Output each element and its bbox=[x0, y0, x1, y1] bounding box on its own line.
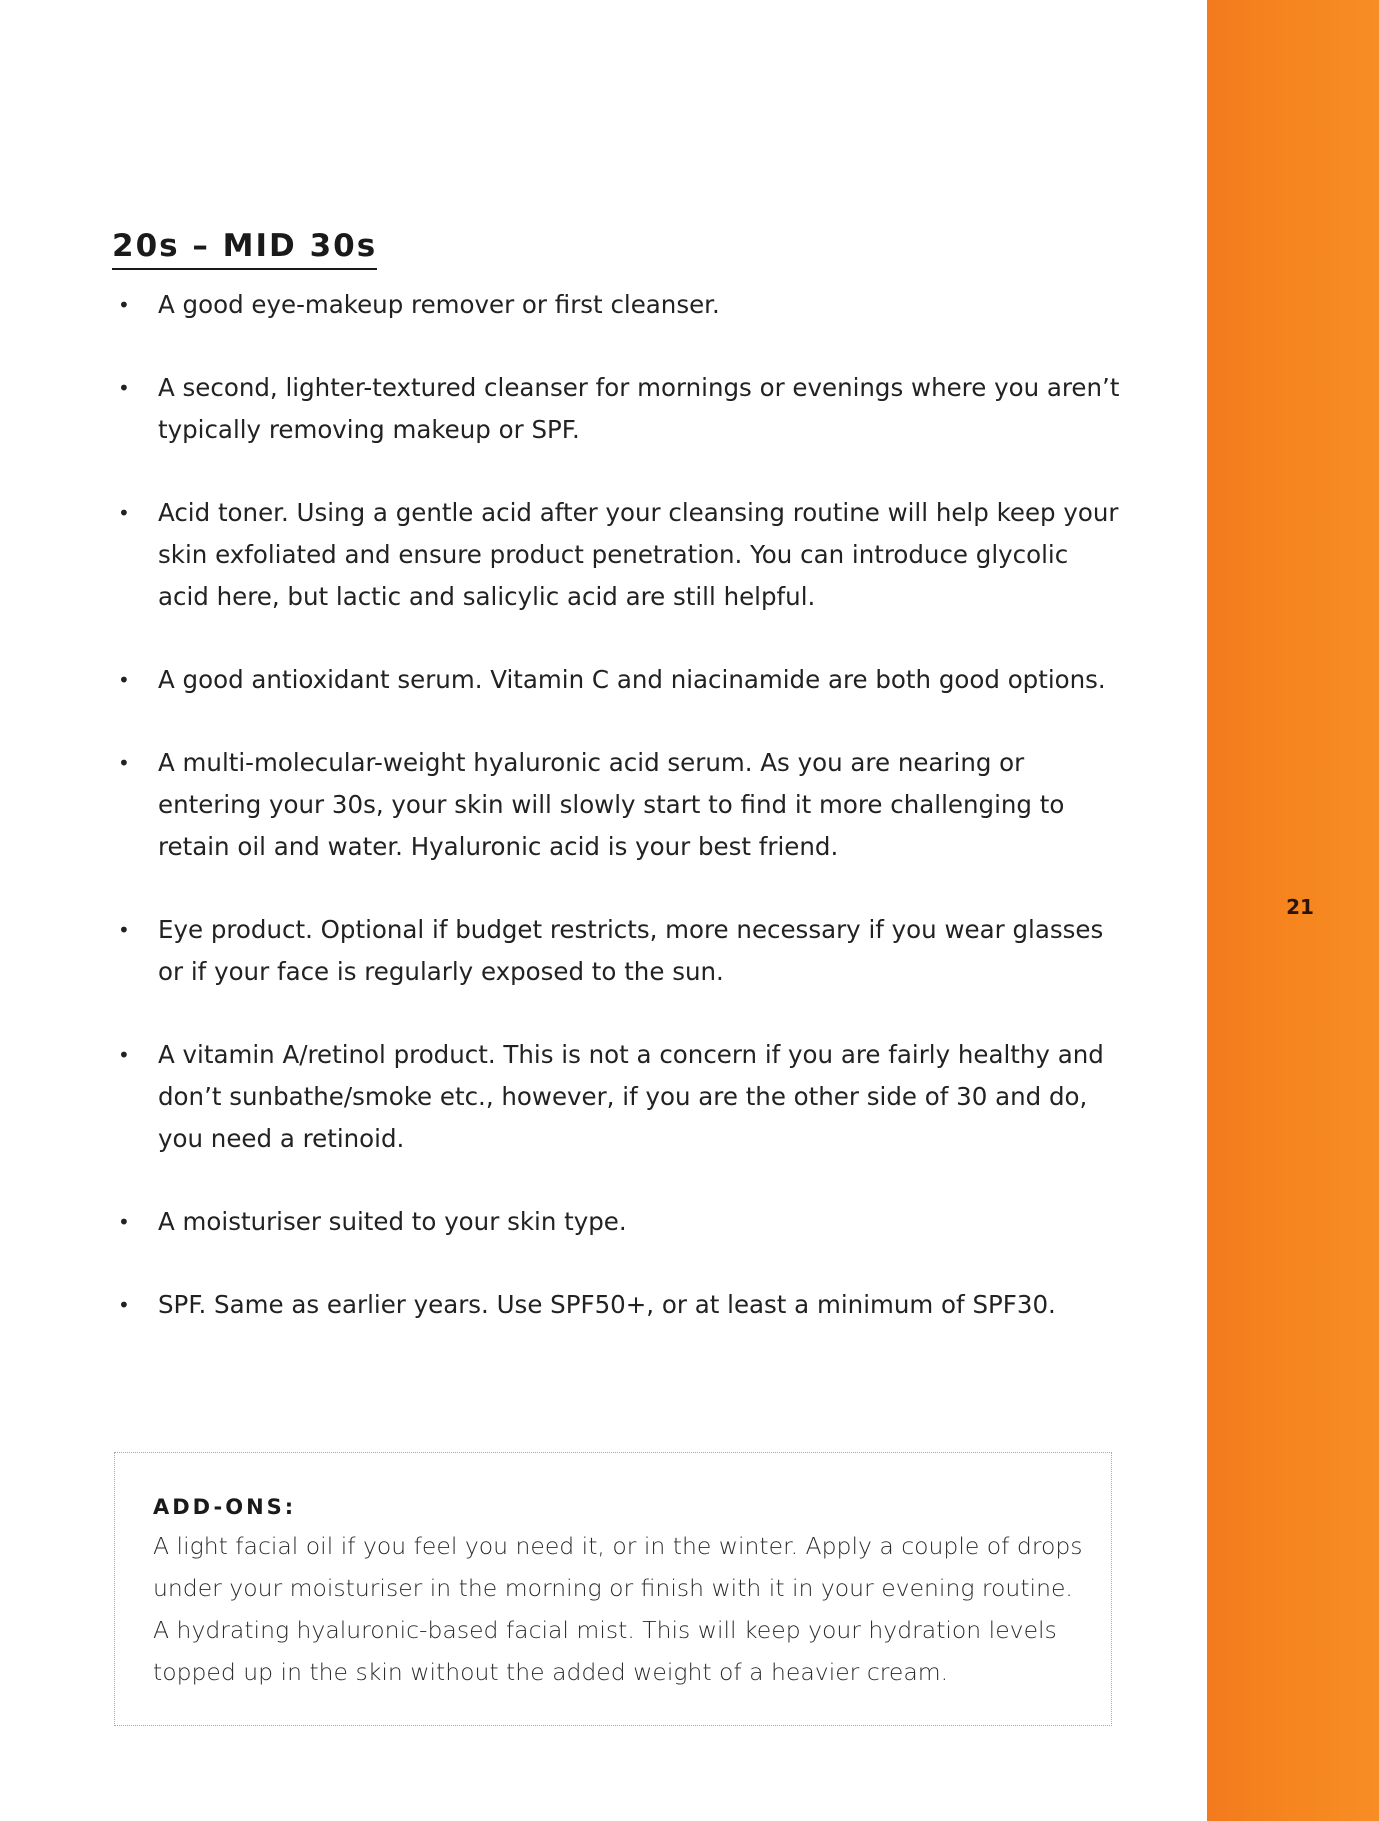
addons-box bbox=[114, 1452, 1112, 1726]
bullet-icon: • bbox=[118, 918, 130, 942]
list-item bbox=[112, 909, 1122, 993]
bullet-icon: • bbox=[118, 1043, 130, 1067]
addons-line: A hydrating hyaluronic-based facial mist. This will keep your hydration levels bbox=[153, 1616, 1057, 1644]
bullet-icon: • bbox=[118, 1210, 130, 1234]
addons-line: A light facial oil if you feel you need it, or in the winter. Apply a couple of drops bbox=[153, 1532, 1083, 1560]
bullet-icon: • bbox=[118, 376, 130, 400]
list-item bbox=[112, 1284, 1122, 1326]
bullet-icon: • bbox=[118, 751, 130, 775]
list-item bbox=[112, 1034, 1122, 1160]
bullet-icon: • bbox=[118, 668, 130, 692]
list-item-text: SPF. Same as earlier years. Use SPF50+, or at least a minimum of SPF30. bbox=[158, 1290, 1056, 1319]
list-item-text: A multi-molecular-weight hyaluronic acid serum. As you are nearing or entering your 30s, your skin will slowly start to find it more challenging to retain oil and water. Hyaluronic acid is your best friend. bbox=[158, 748, 1065, 861]
skincare-list bbox=[112, 284, 1122, 1326]
list-item bbox=[112, 492, 1122, 618]
section-heading: 20s – MID 30s bbox=[112, 228, 377, 270]
list-item-text: Acid toner. Using a gentle acid after your cleansing routine will help keep your skin exfoliated and ensure product penetration. You can introduce glycolic acid here, but lactic and salicylic acid are still helpful. bbox=[158, 498, 1119, 611]
list-item bbox=[112, 742, 1122, 868]
addons-line: topped up in the skin without the added weight of a heavier cream. bbox=[153, 1658, 949, 1686]
bullet-icon: • bbox=[118, 293, 130, 317]
bullet-icon: • bbox=[118, 1293, 130, 1317]
list-item-text: A second, lighter-textured cleanser for mornings or evenings where you aren’t typically removing makeup or SPF. bbox=[158, 373, 1120, 444]
list-item bbox=[112, 1201, 1122, 1243]
list-item-text: A vitamin A/retinol product. This is not a concern if you are fairly healthy and don’t sunbathe/smoke etc., however, if you are the other side of 30 and do, you need a retinoid. bbox=[158, 1040, 1104, 1153]
list-item-text: A good eye-makeup remover or first cleanser. bbox=[158, 290, 720, 319]
list-item-text: A good antioxidant serum. Vitamin C and niacinamide are both good options. bbox=[158, 665, 1106, 694]
list-item-text: A moisturiser suited to your skin type. bbox=[158, 1207, 627, 1236]
addons-title: ADD-ONS: bbox=[153, 1495, 297, 1519]
list-item bbox=[112, 284, 1122, 326]
main-content bbox=[112, 228, 1122, 1367]
addons-line: under your moisturiser in the morning or finish with it in your evening routine. bbox=[153, 1574, 1073, 1602]
page-number: 21 bbox=[1286, 895, 1314, 919]
bullet-icon: • bbox=[118, 501, 130, 525]
list-item-text: Eye product. Optional if budget restricts, more necessary if you wear glasses or if your face is regularly exposed to the sun. bbox=[158, 915, 1104, 986]
list-item bbox=[112, 659, 1122, 701]
list-item bbox=[112, 367, 1122, 451]
